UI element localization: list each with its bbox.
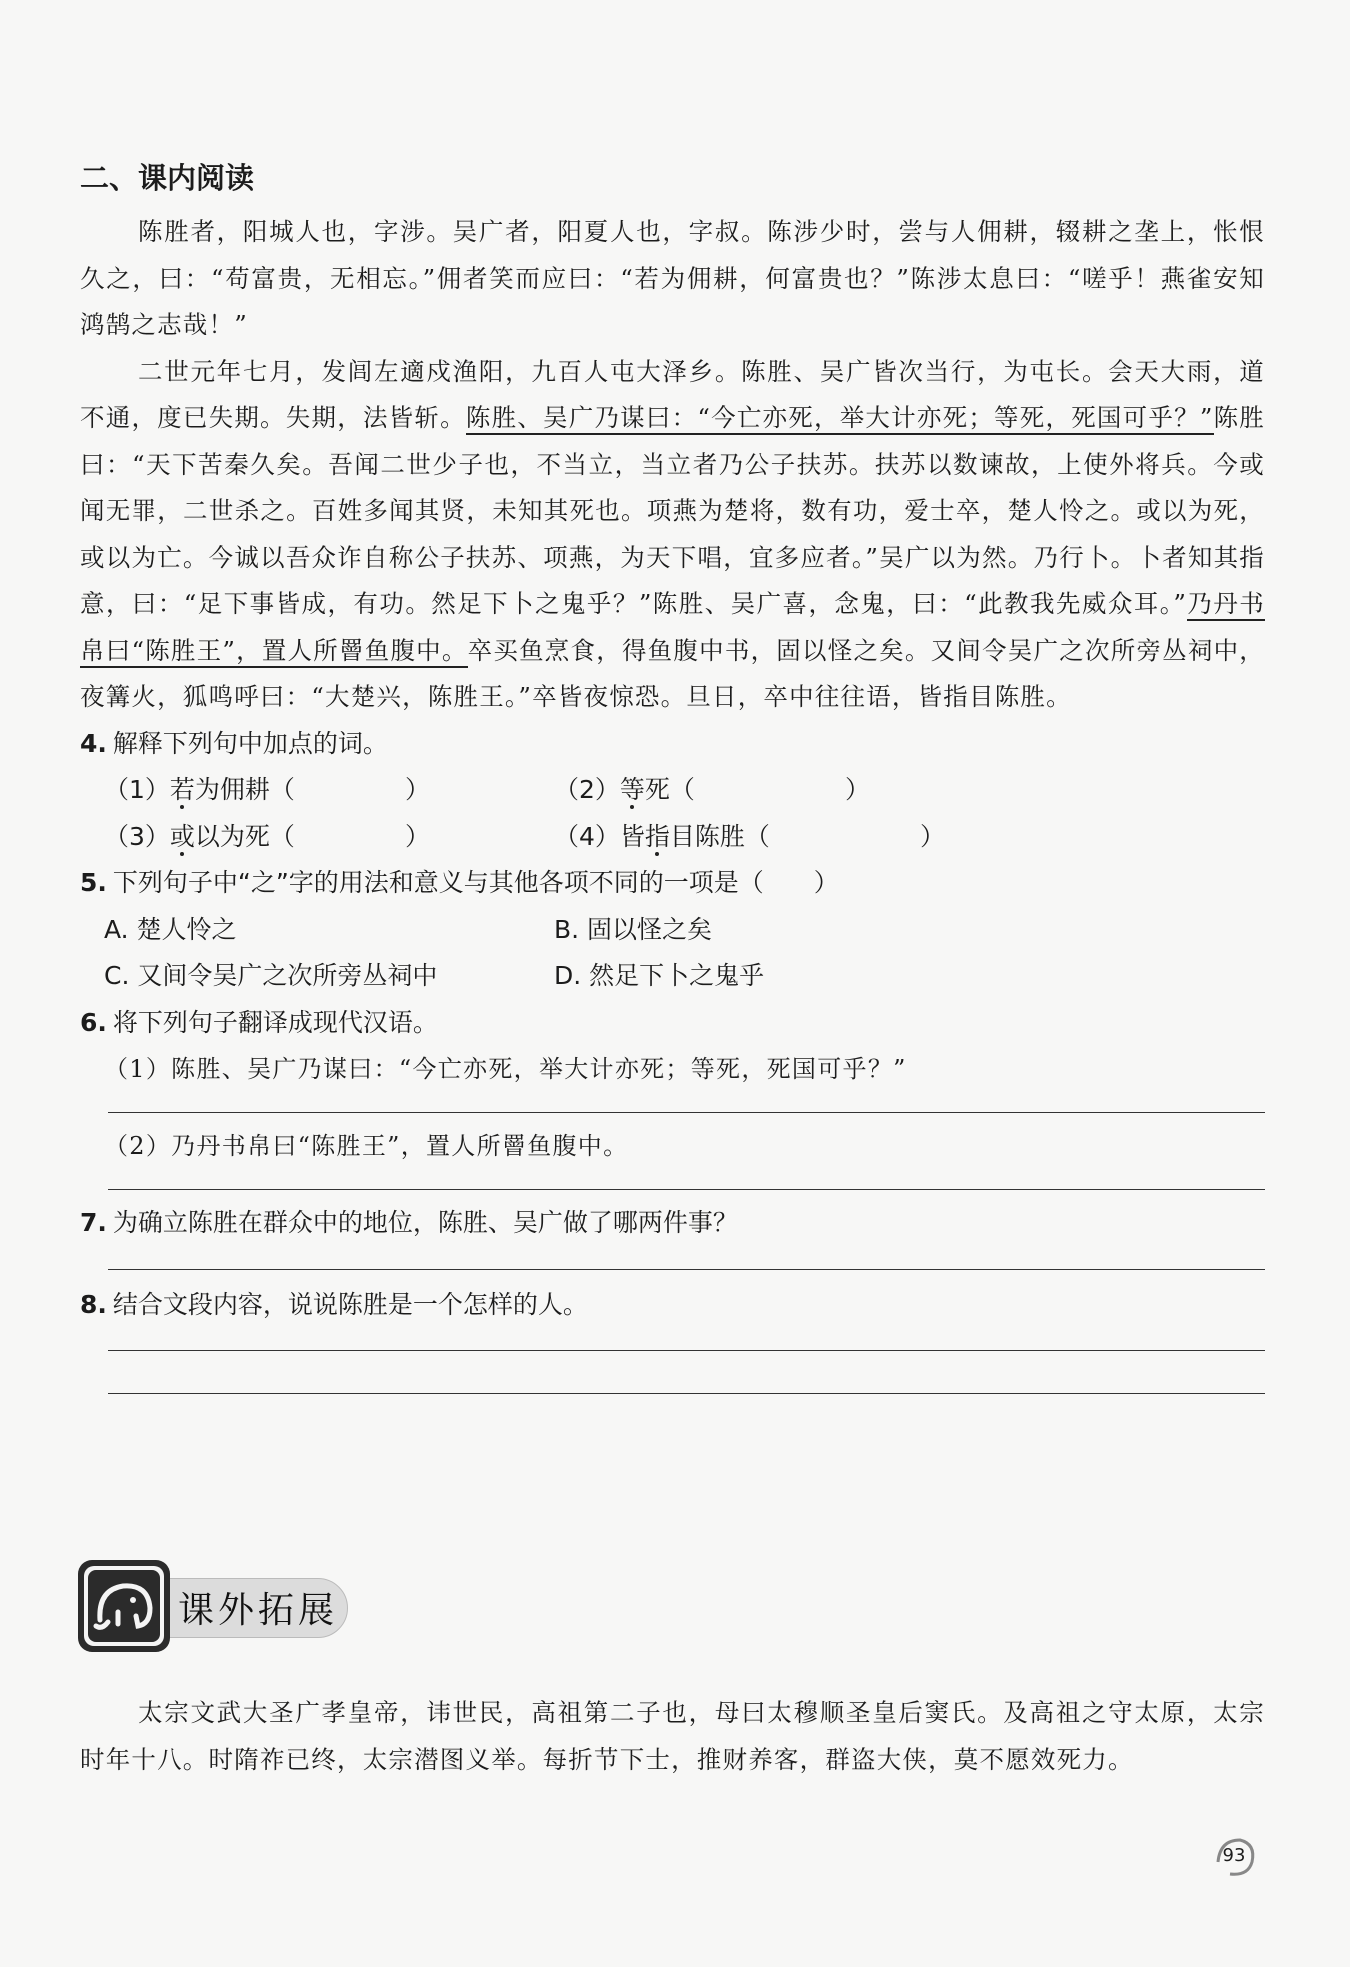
q4-item-4: （4）皆指目陈胜（ ） xyxy=(554,821,945,851)
passage-paragraph-1: 陈胜者，阳城人也，字涉。吴广者，阳夏人也，字叔。陈涉少时，尝与人佣耕，辍耕之垄上，怅恨久之，曰：“苟富贵，无相忘。”佣者笑而应曰：“若为佣耕，何富贵也？”陈涉太息曰：“嗟乎！燕雀安知鸿鹄之志哉！” xyxy=(80,217,1265,339)
extension-banner xyxy=(78,1560,358,1652)
question-number: 8. xyxy=(80,1289,107,1319)
question-6 xyxy=(80,1000,1265,1047)
passage-text: 卒买鱼烹食，得鱼腹中书，固以怪之矣。又间令吴广之次所旁丛祠中，夜篝火，狐鸣呼曰：“大楚兴，陈胜王。”卒皆夜惊恐。旦日，卒中往往语，皆指目陈胜。 xyxy=(80,635,1266,711)
question-text: 将下列句子翻译成现代汉语。 xyxy=(112,1007,438,1037)
question-4 xyxy=(80,721,1265,768)
question-text: 为确立陈胜在群众中的地位，陈胜、吴广做了哪两件事？ xyxy=(112,1208,738,1237)
q5-option-d: D. 然足下卜之鬼乎 xyxy=(554,961,765,990)
question-8 xyxy=(80,1282,1265,1329)
question-text: 解释下列句中加点的词。 xyxy=(112,728,388,758)
underlined-sentence-1: 陈胜、吴广乃谋曰：“今亡亦死，举大计亦死；等死，死国可乎？” xyxy=(466,403,1214,435)
q4-row-2 xyxy=(80,814,1265,861)
question-text: 下列句子中“之”字的用法和意义与其他各项不同的一项是（ ） xyxy=(112,868,839,897)
page-number-text: 93 xyxy=(1222,1845,1246,1866)
q4-row-1 xyxy=(80,767,1265,814)
underlined-sentence-2: 乃丹书帛曰“陈胜王”，置人所罾鱼腹中。 xyxy=(80,589,1265,668)
q6-sentence-2: （2）乃丹书帛曰“陈胜王”，置人所罾鱼腹中。 xyxy=(104,1132,629,1160)
page-number xyxy=(1210,1832,1258,1880)
q5-row-1 xyxy=(80,907,1265,954)
q6-sentence-1: （1）陈胜、吴广乃谋曰：“今亡亦死，举大计亦死；等死，死国可乎？” xyxy=(104,1055,907,1083)
q5-option-b: B. 固以怪之矣 xyxy=(554,914,713,944)
q4-item-3: （3）或以为死（ ） xyxy=(104,821,430,851)
q5-option-c: C. 又间令吴广之次所旁丛祠中 xyxy=(104,961,438,990)
elephant-logo-icon xyxy=(78,1560,170,1652)
extension-paragraph: 太宗文武大圣广孝皇帝，讳世民，高祖第二子也，母曰太穆顺圣皇后窦氏。及高祖之守太原，太宗时年十八。时隋祚已终，太宗潜图义举。每折节下士，推财养客，群盗大侠，莫不愿效死力。 xyxy=(80,1698,1265,1774)
question-number: 6. xyxy=(80,1007,107,1037)
passage-text: 陈胜曰：“天下苦秦久矣。吾闻二世少子也，不当立，当立者乃公子扶苏。扶苏以数谏故，上使外将兵。今或闻无罪，二世杀之。百姓多闻其贤，未知其死也。项燕为楚将，数有功，爱士卒，楚人怜之。或以为死，或以为亡。今诚以吾众诈自称公子扶苏、项燕，为天下唱，宜多应者。”吴广以为然。乃行卜。卜者知其指意，曰：“足下事皆成，有功。然足下卜之鬼乎？”陈胜、吴广喜，念鬼，曰：“此教我先威众耳。” xyxy=(80,403,1265,618)
question-number: 4. xyxy=(80,728,107,758)
main-content xyxy=(80,155,1265,1394)
banner-label: 课外拓展 xyxy=(178,1590,339,1631)
q4-item-2: （2）等死（ ） xyxy=(554,775,870,804)
question-number: 5. xyxy=(80,868,107,897)
q4-item-1: （1）若为佣耕（ ） xyxy=(104,775,430,804)
q5-option-a: A. 楚人怜之 xyxy=(104,914,237,944)
question-number: 7. xyxy=(80,1208,107,1237)
passage-paragraph-2 xyxy=(80,349,1265,721)
q5-row-2 xyxy=(80,953,1265,1000)
question-text: 结合文段内容，说说陈胜是一个怎样的人。 xyxy=(112,1289,588,1319)
extension-content xyxy=(80,1690,1265,1783)
question-5 xyxy=(80,860,1265,907)
passage-text: 二世元年七月，发闾左適戍渔阳，九百人屯大泽乡。陈胜、吴广皆次当行，为屯长。会天大雨，道不通，度已失期。失期，法皆斩。 xyxy=(80,356,1265,432)
question-7 xyxy=(80,1200,1265,1247)
answer-line[interactable] xyxy=(108,1393,1265,1394)
section-title: 二、课内阅读 xyxy=(80,161,255,195)
